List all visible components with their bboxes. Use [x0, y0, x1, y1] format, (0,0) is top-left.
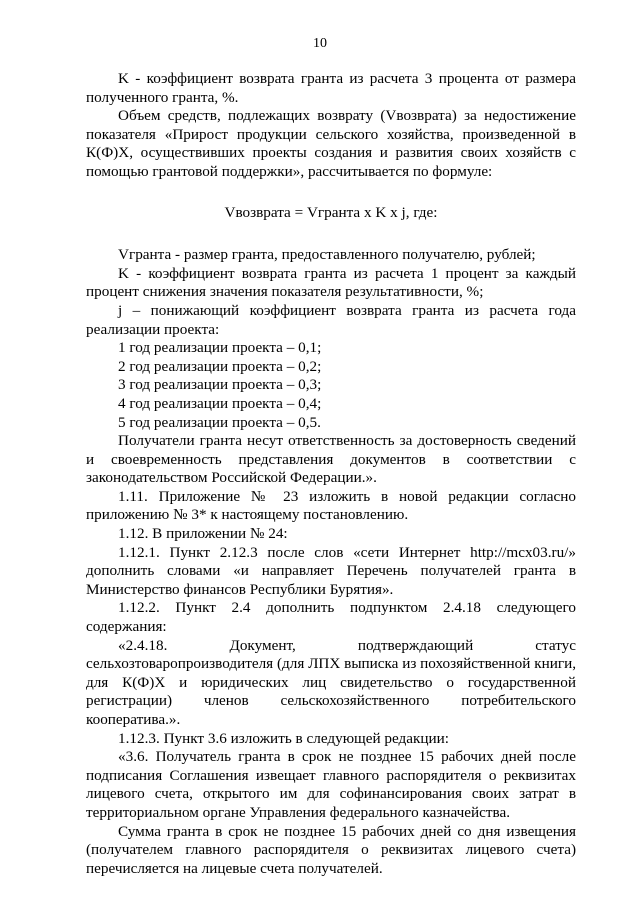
formula: Vвозврата = Vгранта x K x j, где:: [224, 203, 438, 221]
paragraph-k-coefficient-1: K - коэффициент возврата гранта из расчета 1 процент за каждый процент снижения значения показателя результативности, %;: [86, 264, 576, 301]
year-2-item: 2 год реализации проекта – 0,2;: [118, 357, 322, 375]
paragraph-1-11: 1.11. Приложение № 23 изложить в новой редакции согласно приложению № 3* к настоящему постановлению.: [86, 487, 576, 524]
paragraph-2-4-18: «2.4.18. Документ, подтверждающий статус сельхозтоваропроизводителя (для ЛПХ выписка из похозяйственной книги, для К(Ф)Х и юридических лиц свидетельство о государственной регистрации) членов сельскохозяйственного потребительского кооператива.».: [86, 636, 576, 728]
paragraph-k-coefficient-3: K - коэффициент возврата гранта из расчета 3 процента от размера полученного гранта, %.: [86, 70, 576, 106]
paragraph-1-12: 1.12. В приложении № 24:: [118, 525, 288, 543]
paragraph-3-6: «3.6. Получатель гранта в срок не позднее 15 рабочих дней после подписания Соглашения извещает главного распорядителя о реквизитах лицевого счета, открытого им для софинансирования своих затрат в территориальном органе Управления федерального казначейства.: [86, 748, 576, 821]
paragraph-1-12-2: 1.12.2. Пункт 2.4 дополнить подпунктом 2.4.18 следующего содержания:: [86, 599, 576, 636]
paragraph-1-12-3: 1.12.3. Пункт 3.6 изложить в следующей редакции:: [118, 729, 449, 747]
paragraph-refund-volume: Объем средств, подлежащих возврату (Vвозврата) за недостижение показателя «Прирост продукции сельского хозяйства, произведенной в К(Ф)Х, осуществивших проекты создания и развития своих хозяйств с помощью грантовой поддержки», рассчитывается по формуле:: [86, 107, 576, 180]
paragraph-vgranta: Vгранта - размер гранта, предоставленного получателю, рублей;: [118, 246, 536, 264]
paragraph-j-coefficient: j – понижающий коэффициент возврата гранта из расчета года реализации проекта:: [86, 301, 576, 338]
paragraph-grant-sum: Сумма гранта в срок не позднее 15 рабочих дней со дня извещения (получателем главного распорядителя о реквизитах лицевого счета) перечисляется на лицевые счета получателей.: [86, 822, 576, 877]
year-3-item: 3 год реализации проекта – 0,3;: [118, 376, 322, 394]
document-body: [86, 70, 576, 878]
year-4-item: 4 год реализации проекта – 0,4;: [118, 394, 322, 412]
year-5-item: 5 год реализации проекта – 0,5.: [118, 413, 321, 431]
year-1-item: 1 год реализации проекта – 0,1;: [118, 339, 322, 357]
page-number: 10: [313, 36, 327, 51]
paragraph-1-12-1: 1.12.1. Пункт 2.12.3 после слов «сети Интернет http://mcx03.ru/» дополнить словами «и направляет Перечень получателей гранта в Министерство финансов Республики Бурятия».: [86, 543, 576, 598]
paragraph-responsibility: Получатели гранта несут ответственность за достоверность сведений и своевременность представления документов в соответствии с законодательством Российской Федерации.».: [86, 432, 576, 487]
